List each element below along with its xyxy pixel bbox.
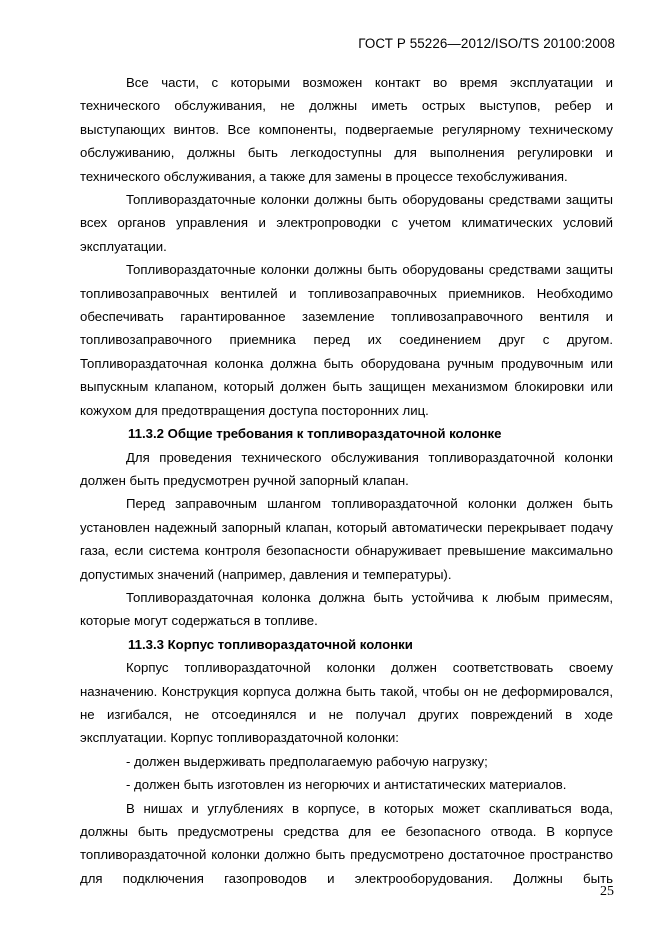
list-item-materials: - должен быть изготовлен из негорючих и антистатических материалов. xyxy=(126,777,567,793)
list-item-workload: - должен выдерживать предполагаемую рабочую нагрузку; xyxy=(126,753,488,769)
paragraph-drainage: В нишах и углублениях в корпусе, в которых может скапливаться вода, должны быть предусмотрены средства для ее безопасного отвода. В корпусе топливораздаточной колонки должно быть предусмотрено достаточное пространство для подключения газопроводов и электрооборудования. Должны быть xyxy=(80,800,613,886)
paragraph-manual-valve: Для проведения технического обслуживания топливораздаточной колонки должен быть предусмотрен ручной запорный клапан. xyxy=(80,449,613,488)
paragraph-impurities: Топливораздаточная колонка должна быть устойчива к любым примесям, которые могут содержаться в топливе. xyxy=(80,589,613,629)
paragraph-sharp-edges: Все части, с которыми возможен контакт во время эксплуатации и технического обслуживания, не должны иметь острых выступов, ребер и выступающих винтов. Все компоненты, подвергаемые регулярному техническому обслуживанию, должны быть легкодоступны для выполнения регулировки и технического обслуживания, а также для замены в процессе техобслуживания. xyxy=(80,75,613,184)
paragraph-valve-protection: Топливораздаточные колонки должны быть оборудованы средствами защиты топливозаправочных вентилей и топливозаправочных приемников. Необходимо обеспечивать гарантированное заземление топливозаправочного вентиля и топливозаправочного приемника перед их соединением друг с другом. Топливораздаточная колонка должна быть оборудована ручным продувочным или выпускным клапаном, который должен быть защищен механизмом блокировки или кожухом для предотвращения доступа посторонних лиц. xyxy=(80,262,613,418)
page-number: 25 xyxy=(600,884,614,899)
paragraph-control-protection: Топливораздаточные колонки должны быть оборудованы средствами защиты всех органов управления и электропроводки с учетом климатических условий эксплуатации. xyxy=(80,192,613,254)
document-body xyxy=(80,71,613,890)
section-heading-11-3-2: 11.3.2 Общие требования к топливораздаточной колонке xyxy=(128,426,502,442)
paragraph-shutoff-valve: Перед заправочным шлангом топливораздаточной колонки должен быть установлен надежный запорный клапан, который автоматически перекрывает подачу газа, если система контроля безопасности обнаруживает превышение максимально допустимых значений (например, давления и температуры). xyxy=(80,496,613,582)
section-heading-11-3-3: 11.3.3 Корпус топливораздаточной колонки xyxy=(128,636,413,652)
standard-header: ГОСТ Р 55226—2012/ISO/TS 20100:2008 xyxy=(358,36,615,51)
paragraph-housing: Корпус топливораздаточной колонки должен соответствовать своему назначению. Конструкция корпуса должна быть такой, чтобы он не деформировался, не изгибался, не отсоединялся и не получал других повреждений в ходе эксплуатации. Корпус топливораздаточной колонки: xyxy=(80,660,613,746)
